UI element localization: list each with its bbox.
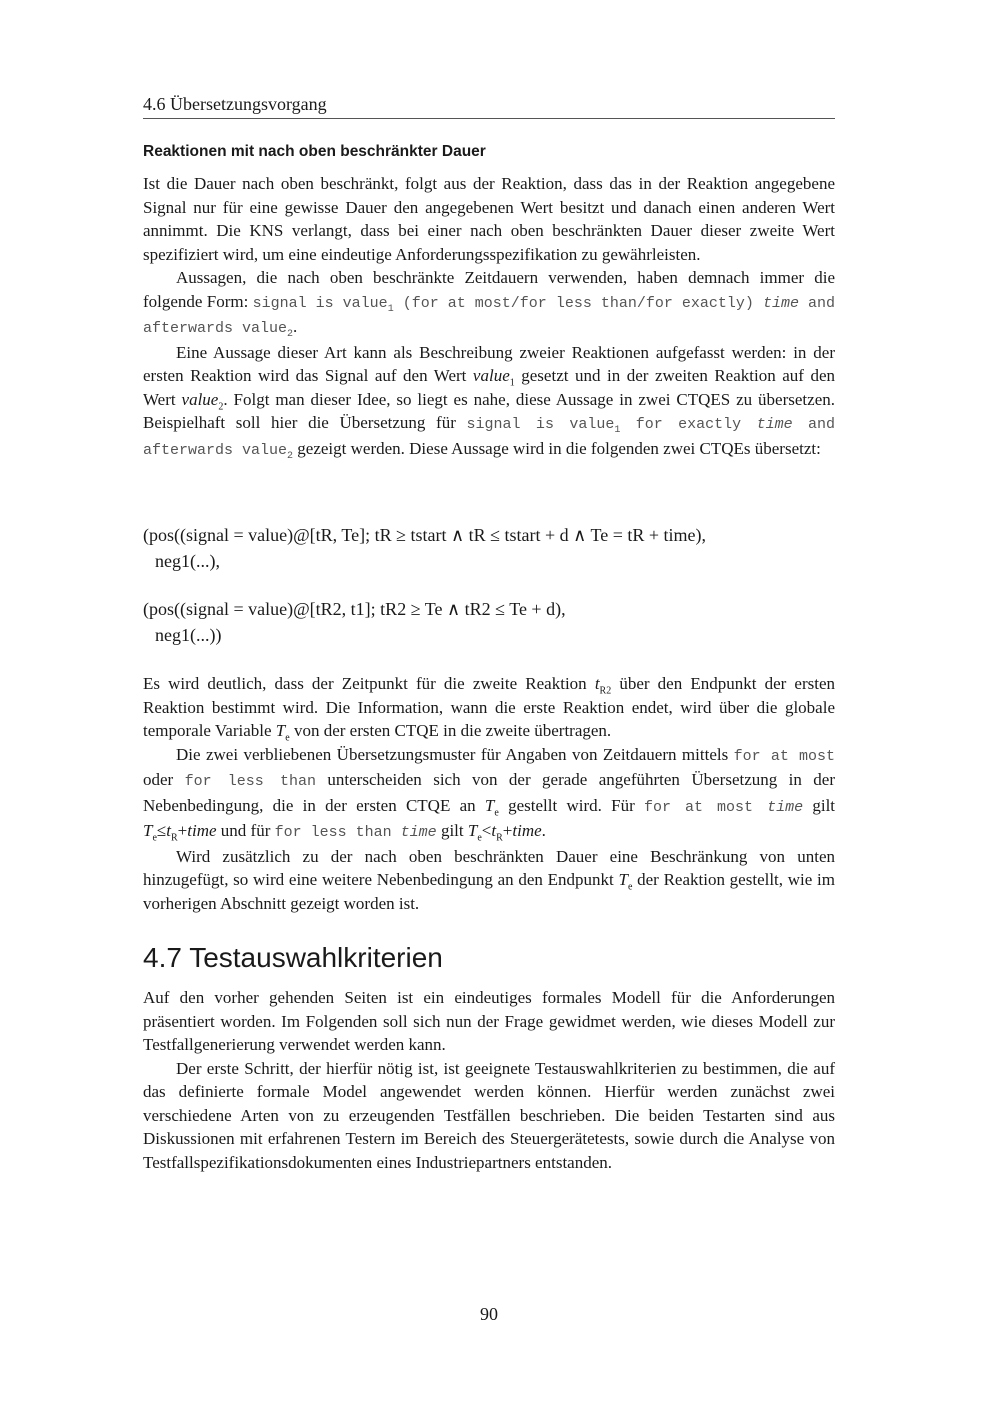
paragraph: Auf den vorher gehenden Seiten ist ein eindeutiges formales Modell für die Anforderungen präsentiert worden. Im Folgenden soll sich nun der Frage gewidmet werden, wie dieses Modell zur Testfallgenerierung verwendet werden kann. [143,988,835,1054]
subsection-heading: Reaktionen mit nach oben beschränkter Dauer [143,143,486,160]
formula-2 [143,596,835,648]
section1-text [143,172,835,462]
code-snippet: signal is value$_1$ (for at most/for less than/for exactly) time and afterwards value$_2$ [143,294,836,340]
section-title: 4.7 Testauswahlkriterien [143,942,443,973]
formula-1 [143,522,835,574]
paragraph: Die zwei verbliebenen Übersetzungsmuster für Angaben von Zeitdauern mittels for at most oder for less than unterscheiden sich von der gerade angeführten Übersetzung in der Nebenbedingung, die in der ersten CTQE an $T_e$ gestellt wird. Für for at most time gilt $T_e\le t_R+time$ und für for less than time gilt $T_e<t_R+time$. [143,744,836,844]
paragraph: Ist die Dauer nach oben beschränkt, folgt aus der Reaktion, dass das in der Reaktion angegebene Signal nur für eine gewisse Dauer den angegebenen Wert besitzt und danach einen anderen Wert annimmt. Die KNS verlangt, dass bei einer nach oben beschränkten Dauer dieser zweite Wert spezifiziert wird, um eine eindeutige Anforderungsspezifikation zu gewährleisten. [143,174,835,264]
paragraph: Der erste Schritt, der hierfür nötig ist, ist geeignete Testauswahlkriterien zu bestimmen, die auf das definierte formale Model angewendet werden können. Hierfür werden zunächst zwei verschiedene Arten von zu erzeugenden Testfällen beschrieben. Die beiden Testarten sind aus Diskussionen mit erfahrenen Testern im Bereich des Steuergerätetests, sowie durch die Analyse von Testfallspezifikationsdokumenten eines Industriepartners entstanden. [143,1058,835,1172]
section2-text [143,672,835,915]
section47-text [143,986,835,1174]
running-head: 4.6 Übersetzungsvorgang [143,94,835,119]
formula-line: (pos((signal = value)@[tR, Te]; tR ≥ tstart ∧ tR ≤ tstart + d ∧ Te = tR + time), [143,525,707,545]
paragraph: Es wird deutlich, dass der Zeitpunkt für die zweite Reaktion $t_{R2}$ über den Endpunkt der ersten Reaktion bestimmt wird. Die Information, wann die erste Reaktion endet, wird über die globale temporale Variable $T_e$ von der ersten CTQE in die zweite übertragen. [143,674,835,744]
formula-line: neg1(...)) [155,625,222,645]
paragraph: Wird zusätzlich zu der nach oben beschränkten Dauer eine Beschränkung von unten hinzugefügt, so wird eine weitere Nebenbedingung an den Endpunkt $T_e$ der Reaktion gestellt, wie im vorherigen Abschnitt gezeigt worden ist. [143,846,835,913]
page-number: 90 [480,1304,498,1324]
paragraph: Aussagen, die nach oben beschränkte Zeitdauern verwenden, haben demnach immer die folgende Form: signal is value$_1$ (for at most/for less than/for exactly) time and afterwards value$_2$. [143,268,836,340]
paragraph: Eine Aussage dieser Art kann als Beschreibung zweier Reaktionen aufgefasst werden: in der ersten Reaktion wird das Signal auf den Wert value$_1$ gesetzt und in der zweiten Reaktion auf den Wert value$_2$. Folgt man dieser Idee, so liegt es nahe, diese Aussage in zwei CTQES zu übersetzen. Beispielhaft soll hier die Übersetzung für signal is value$_1$ for exactly time and afterwards value$_2$ gezeigt werden. Diese Aussage wird in die folgenden zwei CTQEs übersetzt: [143,342,836,462]
formula-line: neg1(...), [155,551,220,571]
formula-line: (pos((signal = value)@[tR2, t1]; tR2 ≥ Te ∧ tR2 ≤ Te + d), [143,599,566,619]
code-snippet: signal is value$_1$ for exactly time and afterwards value$_2$ [143,416,836,462]
